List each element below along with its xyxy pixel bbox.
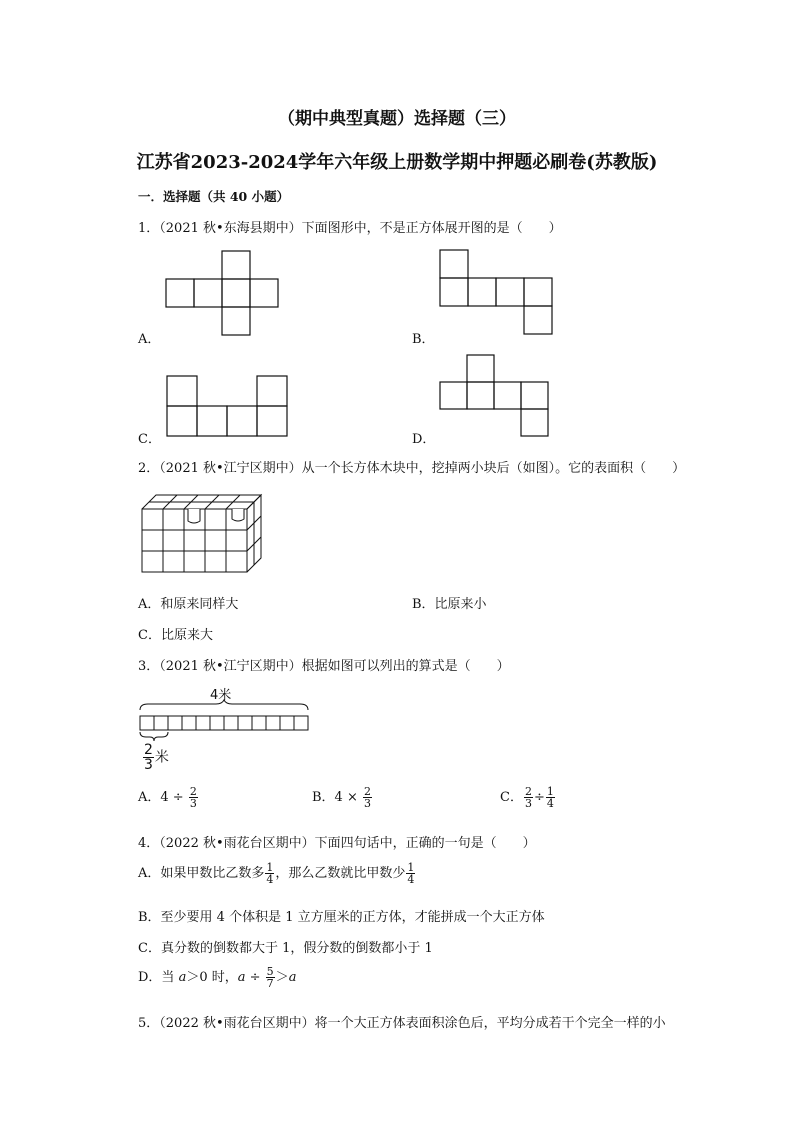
q3-unit-fraction: $\frac{2}{3}$: [144, 742, 153, 773]
q1-option-a[interactable]: A．: [138, 332, 161, 347]
question-1-stem: 1．（2021 秋•东海县期中）下面图形中，不是正方体展开图的是（ ）: [138, 221, 562, 236]
q2-option-a[interactable]: A．和原来同样大: [138, 597, 239, 612]
q1-net-b: [440, 250, 556, 338]
q1-net-d: [440, 355, 552, 439]
q3-option-a[interactable]: A．4 ÷ $\frac{2}{3}$: [138, 785, 197, 810]
question-5-stem: 5．（2022 秋•雨花台区期中）将一个大正方体表面积涂色后，平均分成若干个完全一样的小: [138, 1016, 666, 1031]
q1-net-c: [166, 376, 290, 438]
q3-option-c[interactable]: C． $\frac{2}{3}$ ÷ $\frac{1}{4}$: [500, 785, 554, 810]
q4-option-a[interactable]: A．如果甲数比乙数多 $\frac{1}{4}$ ，那么乙数就比甲数少 $\frac{1}{4}$: [138, 861, 415, 886]
q1-option-c[interactable]: C．: [138, 432, 161, 447]
q1-option-d[interactable]: D．: [412, 432, 436, 447]
page-title: （期中典型真题）选择题（三）: [278, 109, 516, 129]
q2-option-c[interactable]: C．比原来大: [138, 628, 213, 643]
q3-segment-diagram: [138, 700, 310, 744]
q3-option-b[interactable]: B．4 × $\frac{2}{3}$: [312, 785, 371, 810]
question-4-stem: 4．（2022 秋•雨花台区期中）下面四句话中，正确的一句是（ ）: [138, 836, 536, 851]
question-2-stem: 2．（2021 秋•江宁区期中）从一个长方体木块中，挖掉两小块后（如图）。它的表面积（ ）: [138, 461, 686, 476]
q3-unit-word: 米: [154, 749, 169, 766]
q3-unit-label: [142, 743, 169, 772]
q2-option-b[interactable]: B．比原来小: [412, 597, 487, 612]
q2-cuboid-figure: [140, 493, 266, 575]
q3-total-length-label: 4米: [210, 688, 232, 703]
q4-option-b[interactable]: B．至少要用 4 个体积是 1 立方厘米的正方体，才能拼成一个大正方体: [138, 910, 545, 925]
section-heading: 一．选择题（共 40 小题）: [138, 189, 290, 204]
page-subtitle: 江苏省2023-2024学年六年级上册数学期中押题必刷卷(苏教版): [136, 152, 658, 173]
q4-option-c[interactable]: C．真分数的倒数都大于 1，假分数的倒数都小于 1: [138, 941, 433, 956]
q4-option-d[interactable]: D．当 a＞0 时，a ÷ $\frac{5}{7}$ ＞a: [138, 965, 297, 990]
q1-option-b[interactable]: B．: [412, 332, 435, 347]
q1-net-a: [165, 251, 281, 337]
question-3-stem: 3．（2021 秋•江宁区期中）根据如图可以列出的算式是（ ）: [138, 659, 510, 674]
